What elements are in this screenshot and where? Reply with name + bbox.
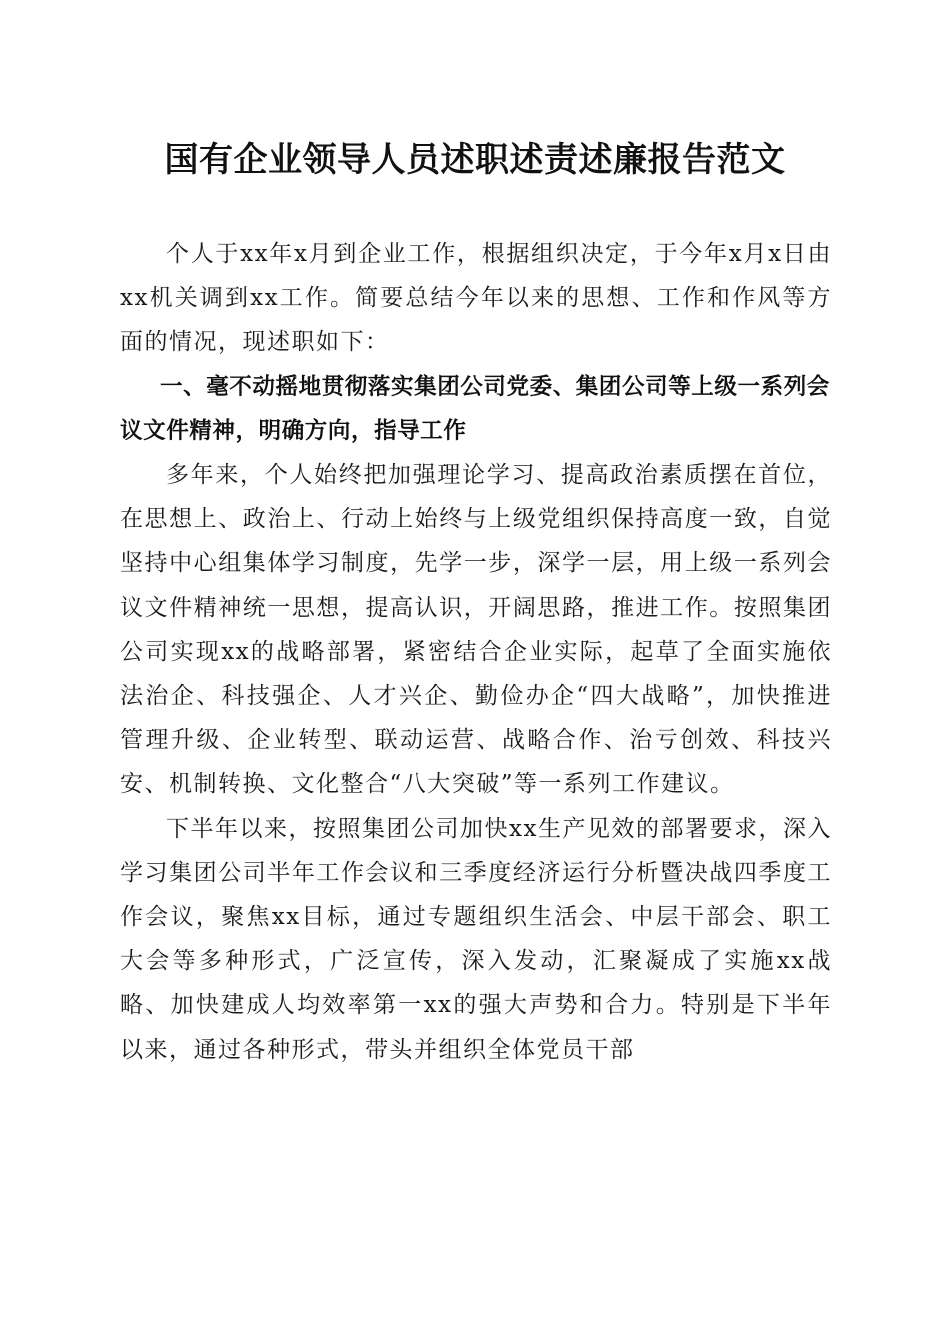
body-paragraph-2: 下半年以来，按照集团公司加快xx生产见效的部署要求，深入学习集团公司半年工作会议和三季度经济运行分析暨决战四季度工作会议，聚焦xx目标，通过专题组织生活会、中层干部会、职工大会等多种形式，广泛宣传，深入发动，汇聚凝成了实施xx战略、加快建成人均效率第一xx的强大声势和合力。特别是下半年以来，通过各种形式，带头并组织全体党员干部 — [120, 815, 832, 1063]
intro-paragraph: 个人于xx年x月到企业工作，根据组织决定，于今年x月x日由xx机关调到xx工作。简要总结今年以来的思想、工作和作风等方面的情况，现述职如下： — [120, 241, 832, 356]
body-paragraph-1: 多年来，个人始终把加强理论学习、提高政治素质摆在首位，在思想上、政治上、行动上始终与上级党组织保持高度一致，自觉坚持中心组集体学习制度，先学一步，深学一层，用上级一系列会议文件精神统一思想，提高认识，开阔思路，推进工作。按照集团公司实现xx的战略部署，紧密结合企业实际，起草了全面实施依法治企、科技强企、人才兴企、勤俭办企“四大战略”，加快推进管理升级、企业转型、联动运营、战略合作、治亏创效、科技兴安、机制转换、文化整合“八大突破”等一系列工作建议。 — [120, 462, 832, 798]
document-body — [120, 232, 832, 1072]
section-heading-1: 一、毫不动摇地贯彻落实集团公司党委、集团公司等上级一系列会议文件精神，明确方向，指导工作 — [120, 373, 830, 444]
document-title: 国有企业领导人员述职述责述廉报告范文 — [164, 140, 786, 180]
